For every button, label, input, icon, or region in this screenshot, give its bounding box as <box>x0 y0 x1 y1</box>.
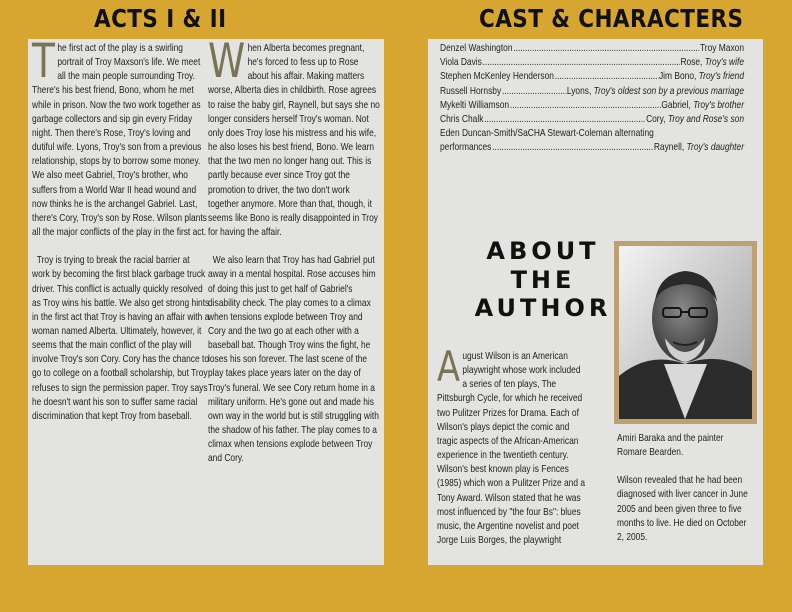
cast-actor: performances <box>440 141 492 154</box>
about-heading-line: THE <box>510 265 576 294</box>
dot-leader <box>510 98 661 112</box>
cast-role <box>700 41 744 55</box>
cast-list <box>440 41 744 155</box>
cast-role-name: Jim Bono, <box>658 70 697 83</box>
cast-actor: Mykelti Williamson <box>440 98 510 111</box>
cast-role-name: Lyons, <box>566 84 592 97</box>
acts-paragraph-3-text: hen Alberta becomes pregnant, he's forced to fess up to Rose about his affair. Making matters worse, Alberta dies in childbirth. Rose agrees to raise the baby girl, Raynell, but says she no longer considers herself Troy's woman. Not only does Troy lose his mistress and his wife, he also loses his best friend, Bono. We learn that the two men no longer hang out. This is partly because ever since Troy got the promotion to driver, the two don't work together anymore. More than that, though, it seems like Bono is really disappointed in Troy for having the affair. <box>208 42 380 239</box>
cast-row <box>440 55 744 69</box>
acts-paragraph-4: We also learn that Troy has had Gabriel put away in a mental hospital. Rose accuses him of doing this just to get half of Gabriel's disability check. The play comes to a climax when tensions explode between Troy and Cory and the two go at each other with a baseball bat. Though Troy wins the fight, he loses his son forever. The last scene of the play takes place years later on the day of Troy's funeral. We see Cory return home in a military uniform. He's gone out and made his own way in the world but is still struggling with the shadow of his father. The play comes to a climax when tensions explode between Troy and Cory. <box>208 254 379 465</box>
cast-role <box>567 84 744 98</box>
drop-cap: A <box>437 342 460 391</box>
about-author-heading <box>463 237 623 323</box>
cast-role-desc: Troy's wife <box>704 56 744 69</box>
cast-row <box>440 41 744 55</box>
dot-leader <box>483 55 680 69</box>
cast-role <box>659 69 744 83</box>
cast-role-desc: Troy's oldest son by a previous marriage <box>593 84 744 97</box>
about-paragraph-1-text: ugust Wilson is an American playwright whose work included a series of ten plays, The Pittsburgh Cycle, for which he received two Pulitzer Prizes for Drama. Each of Wilson's plays depict the comic and tragic aspects of the African-American experience in the twentieth century. Wilson's best known play is Fences (1985) which won a Pulitzer Prize and a Tony Award. Wilson stated that he was most influenced by "the four Bs": blues music, the Argentine novelist and poet Jorge Luis Borges, the playwright <box>437 350 586 547</box>
cast-role <box>654 140 744 154</box>
cast-actor: Viola Davis <box>440 56 482 69</box>
acts-paragraph-2: Troy is trying to break the racial barrier at work by becoming the first black garbage truck driver. This conflict is actually quickly resolved as Troy wins his battle. We also get strong hints in the first act that Troy is having an affair with a woman named Alberta. Ultimately, however, it seems that the main conflict of the play will involve Troy's son Cory. Cory has the chance to go to college on a football scholarship, but Troy refuses to sign the permission paper. Troy says he doesn't want his son to suffer same racial discrimination that kept Troy from baseball. <box>32 254 210 422</box>
cast-actor: Denzel Washington <box>440 42 513 54</box>
acts-column-2 <box>208 34 380 466</box>
left-page <box>28 34 384 565</box>
dot-leader <box>502 84 566 98</box>
cast-role-name: Cory, <box>646 113 666 126</box>
cast-role-desc: Troy's daughter <box>686 141 744 154</box>
drop-cap: T <box>32 34 55 89</box>
acts-paragraph-1 <box>32 34 210 239</box>
cast-row <box>440 84 744 98</box>
about-heading-line: AUTHOR <box>474 294 612 323</box>
about-heading-line: ABOUT <box>486 237 600 265</box>
cast-role-desc: Troy's friend <box>698 70 744 83</box>
cast-row <box>440 69 744 83</box>
about-paragraph-1 <box>437 342 587 547</box>
acts-heading: ACTS I & II <box>94 4 227 33</box>
dot-leader <box>484 112 645 126</box>
cast-actor: Stephen McKenley Henderson <box>440 70 554 83</box>
acts-column-1 <box>32 34 210 423</box>
acts-paragraph-3 <box>208 34 380 239</box>
about-paragraph-3: Wilson revealed that he had been diagnosed with liver cancer in June 2005 and been given three to five months to live. He died on October 2, 2005. <box>617 474 748 543</box>
about-paragraph-2: Amiri Baraka and the painter Romare Bearden. <box>617 432 724 459</box>
cast-alternating-note: Eden Duncan-Smith/SaCHA Stewart-Coleman alternating <box>440 127 654 140</box>
cast-role-name: Rose, <box>680 56 703 69</box>
dot-leader <box>555 69 658 83</box>
cast-role <box>646 112 744 126</box>
cast-role-desc: Troy and Rose's son <box>667 113 744 126</box>
author-photo <box>614 241 757 424</box>
cast-role-desc: Troy's brother <box>693 98 744 111</box>
cast-actor: Chris Chalk <box>440 113 484 126</box>
cast-actor: Russell Hornsby <box>440 84 502 97</box>
about-author-text <box>437 342 587 547</box>
cast-row <box>440 112 744 126</box>
right-page <box>428 39 763 565</box>
drop-cap: W <box>208 34 246 89</box>
acts-paragraph-1-text: he first act of the play is a swirling portrait of Troy Maxson's life. We meet all the main people surrounding Troy. There's his best friend, Bono, whom he met while in prison. Now the two work together as garbage collectors and sip gin every Friday night. Then there's Rose, Troy's loving and dutiful wife. Lyons, Troy's son from a previous relationship, stops by to borrow some money. We also meet Gabriel, Troy's brother, who suffers from a World War II head wound and now thinks he is the archangel Gabriel. Last, there's Cory, Troy's son by Rose. Wilson plants all the major conflicts of the play in the first act. <box>32 42 207 239</box>
author-portrait-image <box>619 246 752 419</box>
cast-role <box>680 55 744 69</box>
about-author-text-continued <box>617 431 755 544</box>
cast-row <box>440 98 744 112</box>
cast-role-name: Gabriel, <box>661 98 691 111</box>
cast-role-name: Troy Maxon <box>699 42 744 54</box>
cast-role <box>661 98 744 112</box>
cast-row <box>440 140 744 154</box>
dot-leader <box>492 140 653 154</box>
cast-role-name: Raynell, <box>653 141 685 154</box>
cast-heading: CAST & CHARACTERS <box>479 4 744 33</box>
dot-leader <box>513 41 699 55</box>
